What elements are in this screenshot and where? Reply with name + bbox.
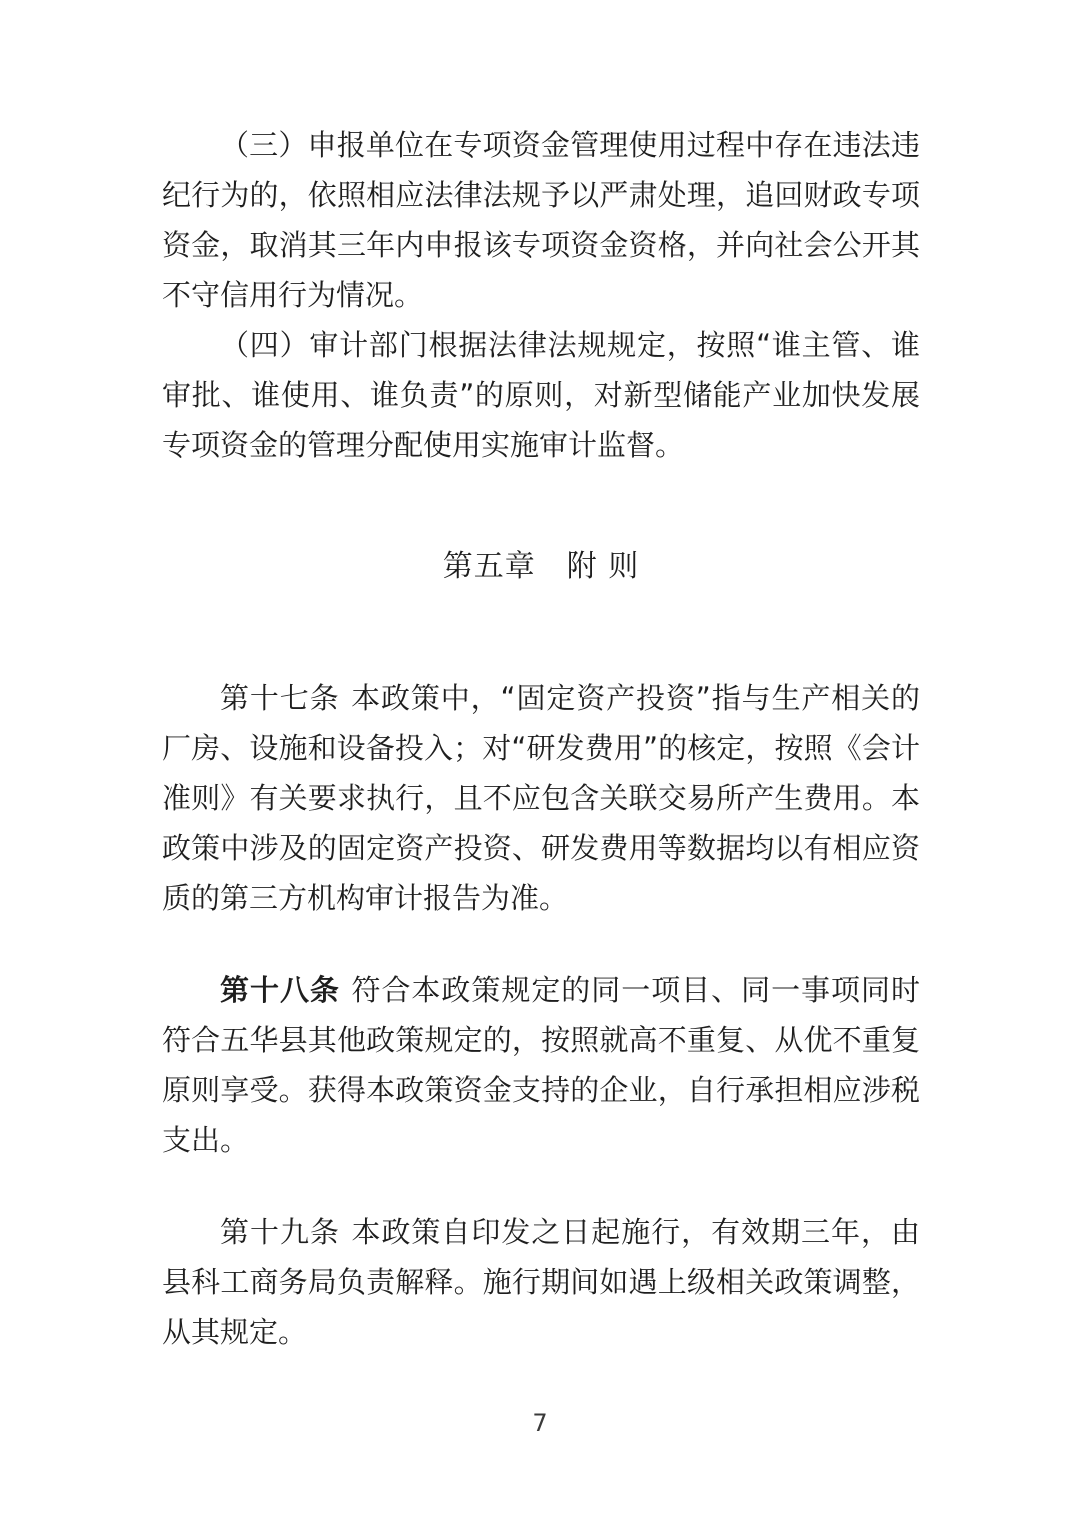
article-19-text: 本政策自印发之日起施行，有效期三年，由县科工商务局负责解释。施行期间如遇上级相关政策调整，从其规定。 (162, 1215, 920, 1349)
clause-4-paragraph: （四）审计部门根据法律法规规定，按照“谁主管、谁审批、谁使用、谁负责”的原则，对新型储能产业加快发展专项资金的管理分配使用实施审计监督。 (162, 328, 920, 462)
article-17-paragraph (162, 673, 920, 923)
document-content (162, 120, 920, 1357)
article-17-text: 本政策中，“固定资产投资”指与生产相关的厂房、设施和设备投入；对“研发费用”的核定，按照《会计准则》有关要求执行，且不应包含关联交易所产生费用。本政策中涉及的固定资产投资、研发费用等数据均以有相应资质的第三方机构审计报告为准。 (162, 681, 920, 915)
article-19-paragraph (162, 1207, 920, 1357)
article-17-number: 第十七条 (220, 681, 340, 715)
article-18-paragraph (162, 965, 920, 1165)
page-number: 7 (532, 1409, 548, 1437)
article-19-number: 第十九条 (220, 1215, 340, 1249)
clause-3-paragraph: （三）申报单位在专项资金管理使用过程中存在违法违纪行为的，依照相应法律法规予以严肃处理，追回财政专项资金，取消其三年内申报该专项资金资格，并向社会公开其不守信用行为情况。 (162, 128, 920, 312)
article-18-number: 第十八条 (220, 973, 340, 1007)
chapter-heading: 第五章 附 则 (442, 549, 640, 584)
article-18-text: 符合本政策规定的同一项目、同一事项同时符合五华县其他政策规定的，按照就高不重复、从优不重复原则享受。获得本政策资金支持的企业，自行承担相应涉税支出。 (162, 973, 920, 1157)
